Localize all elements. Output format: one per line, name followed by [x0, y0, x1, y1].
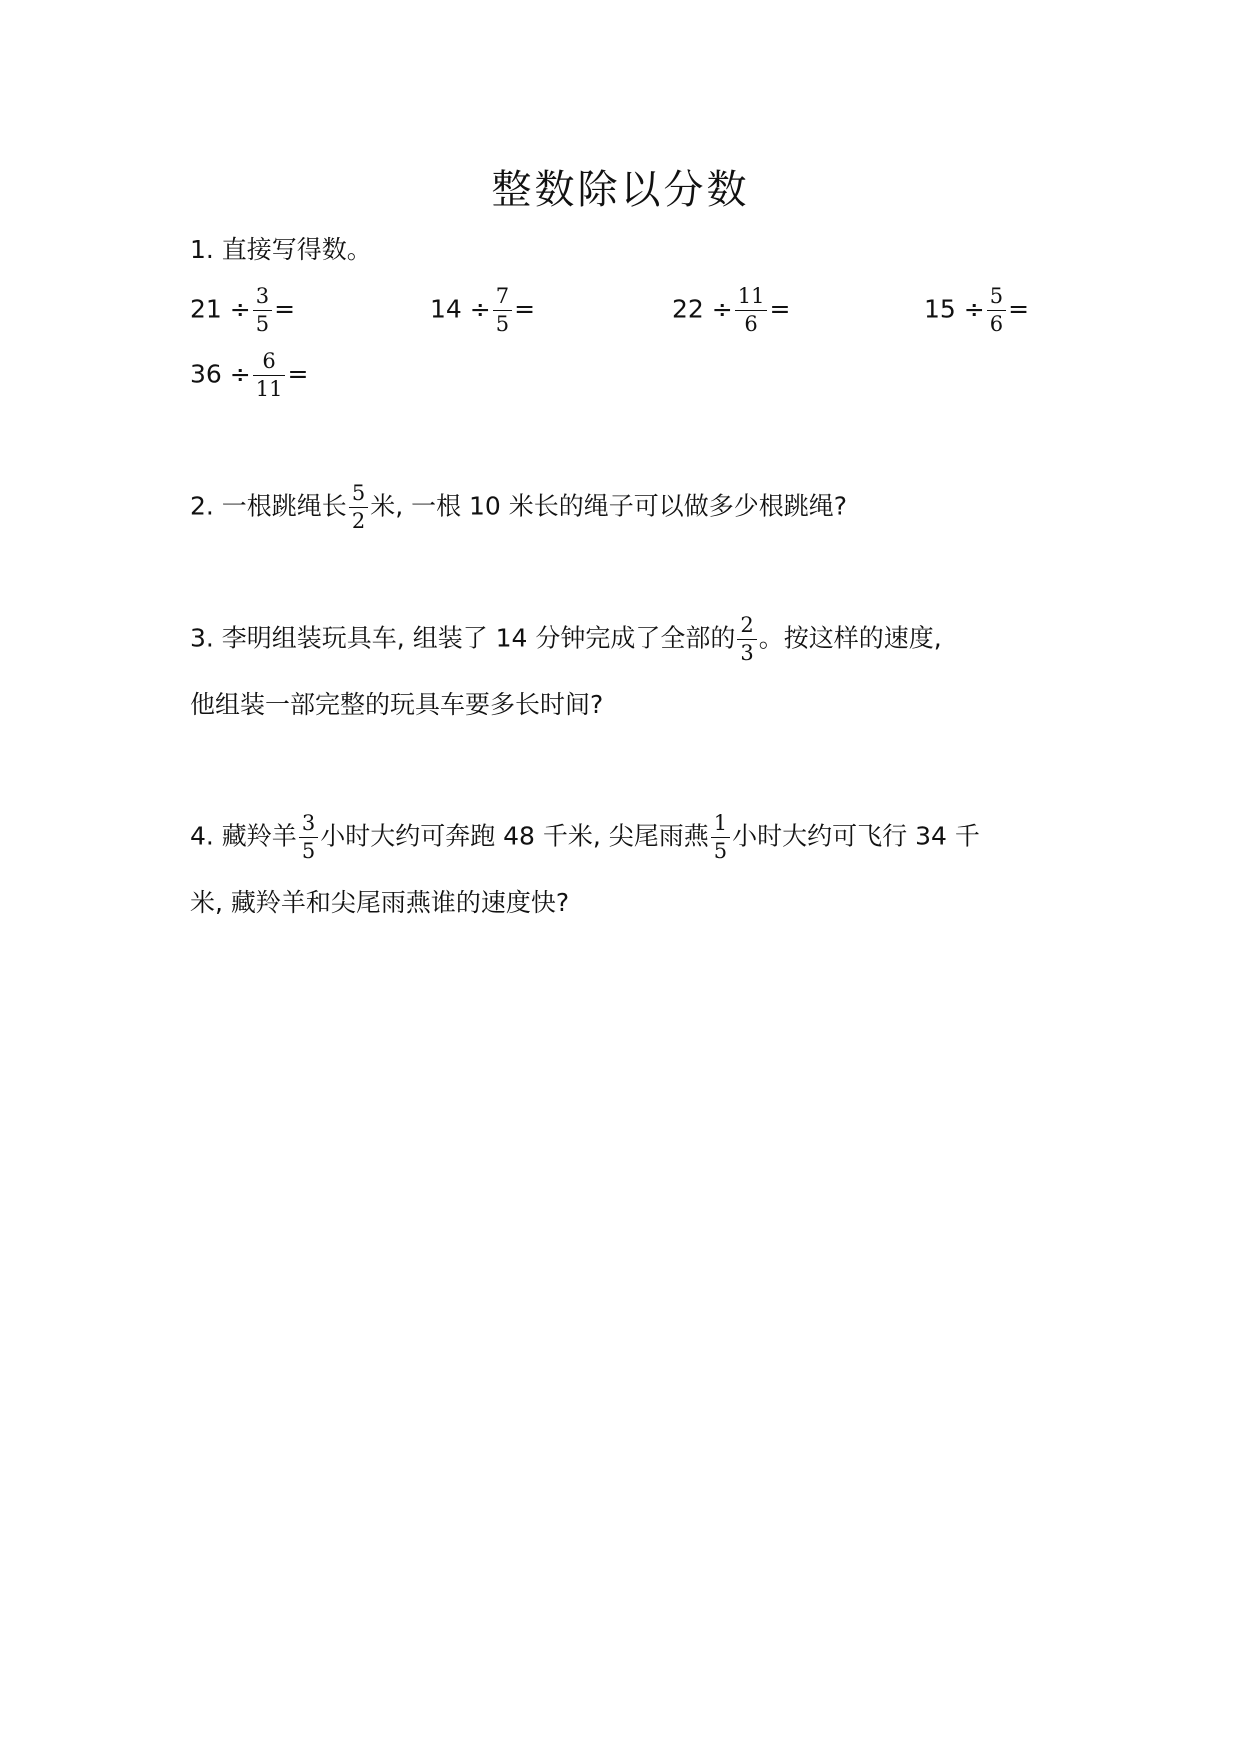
equals-sign: = [287, 359, 309, 389]
equals-sign: = [769, 294, 791, 324]
denominator: 5 [495, 312, 510, 337]
denominator: 5 [301, 839, 316, 864]
numerator: 5 [349, 482, 368, 508]
question-3-text-start: 3. 李明组装玩具车, 组装了 14 分钟完成了全部的 [190, 623, 736, 653]
fraction [493, 285, 512, 336]
numerator: 7 [493, 285, 512, 311]
denominator: 5 [713, 839, 728, 864]
expression-1 [190, 285, 295, 336]
fraction [253, 350, 286, 401]
fraction [737, 614, 756, 665]
question-4-text-middle: 小时大约可奔跑 48 千米, 尖尾雨燕 [320, 821, 709, 851]
denominator: 5 [255, 312, 270, 337]
fraction [987, 285, 1006, 336]
equals-sign: = [514, 294, 536, 324]
expression-3 [672, 285, 790, 336]
question-3-text-end: 。按这样的速度, [758, 623, 942, 653]
denominator: 3 [740, 641, 754, 666]
numerator: 3 [299, 812, 318, 838]
numerator: 2 [737, 614, 756, 640]
expression-4 [924, 285, 1029, 336]
question-2 [190, 482, 847, 533]
equals-sign: = [1008, 294, 1030, 324]
fraction [735, 285, 768, 336]
question-2-text-start: 2. 一根跳绳长 [190, 491, 347, 521]
page-title: 整数除以分数 [491, 167, 750, 213]
numerator: 6 [253, 350, 286, 376]
question-3-line-1 [190, 614, 942, 665]
denominator: 6 [744, 312, 758, 337]
question-3-line-2: 他组装一部完整的玩具车要多长时间? [190, 690, 604, 719]
divide-sign: ÷ [229, 294, 251, 324]
dividend: 15 [924, 294, 956, 324]
dividend: 36 [190, 359, 222, 389]
expression-5 [190, 350, 308, 401]
question-4-line-2: 米, 藏羚羊和尖尾雨燕谁的速度快? [190, 888, 570, 917]
question-4-text-start: 4. 藏羚羊 [190, 821, 297, 851]
fraction [349, 482, 368, 533]
numerator: 5 [987, 285, 1006, 311]
divide-sign: ÷ [469, 294, 491, 324]
numerator: 11 [735, 285, 768, 311]
fraction [711, 812, 730, 863]
divide-sign: ÷ [963, 294, 985, 324]
question-1-heading: 1. 直接写得数。 [190, 235, 372, 264]
dividend: 22 [672, 294, 704, 324]
question-4-line-1 [190, 812, 980, 863]
divide-sign: ÷ [229, 359, 251, 389]
numerator: 3 [253, 285, 272, 311]
numerator: 1 [711, 812, 730, 838]
question-4-text-end: 小时大约可飞行 34 千 [732, 821, 980, 851]
denominator: 6 [989, 312, 1004, 337]
fraction [253, 285, 272, 336]
divide-sign: ÷ [711, 294, 733, 324]
fraction [299, 812, 318, 863]
equals-sign: = [274, 294, 296, 324]
dividend: 14 [430, 294, 462, 324]
question-2-text-end: 米, 一根 10 米长的绳子可以做多少根跳绳? [370, 491, 848, 521]
denominator: 2 [351, 509, 366, 534]
expression-2 [430, 285, 535, 336]
denominator: 11 [255, 377, 283, 402]
dividend: 21 [190, 294, 222, 324]
